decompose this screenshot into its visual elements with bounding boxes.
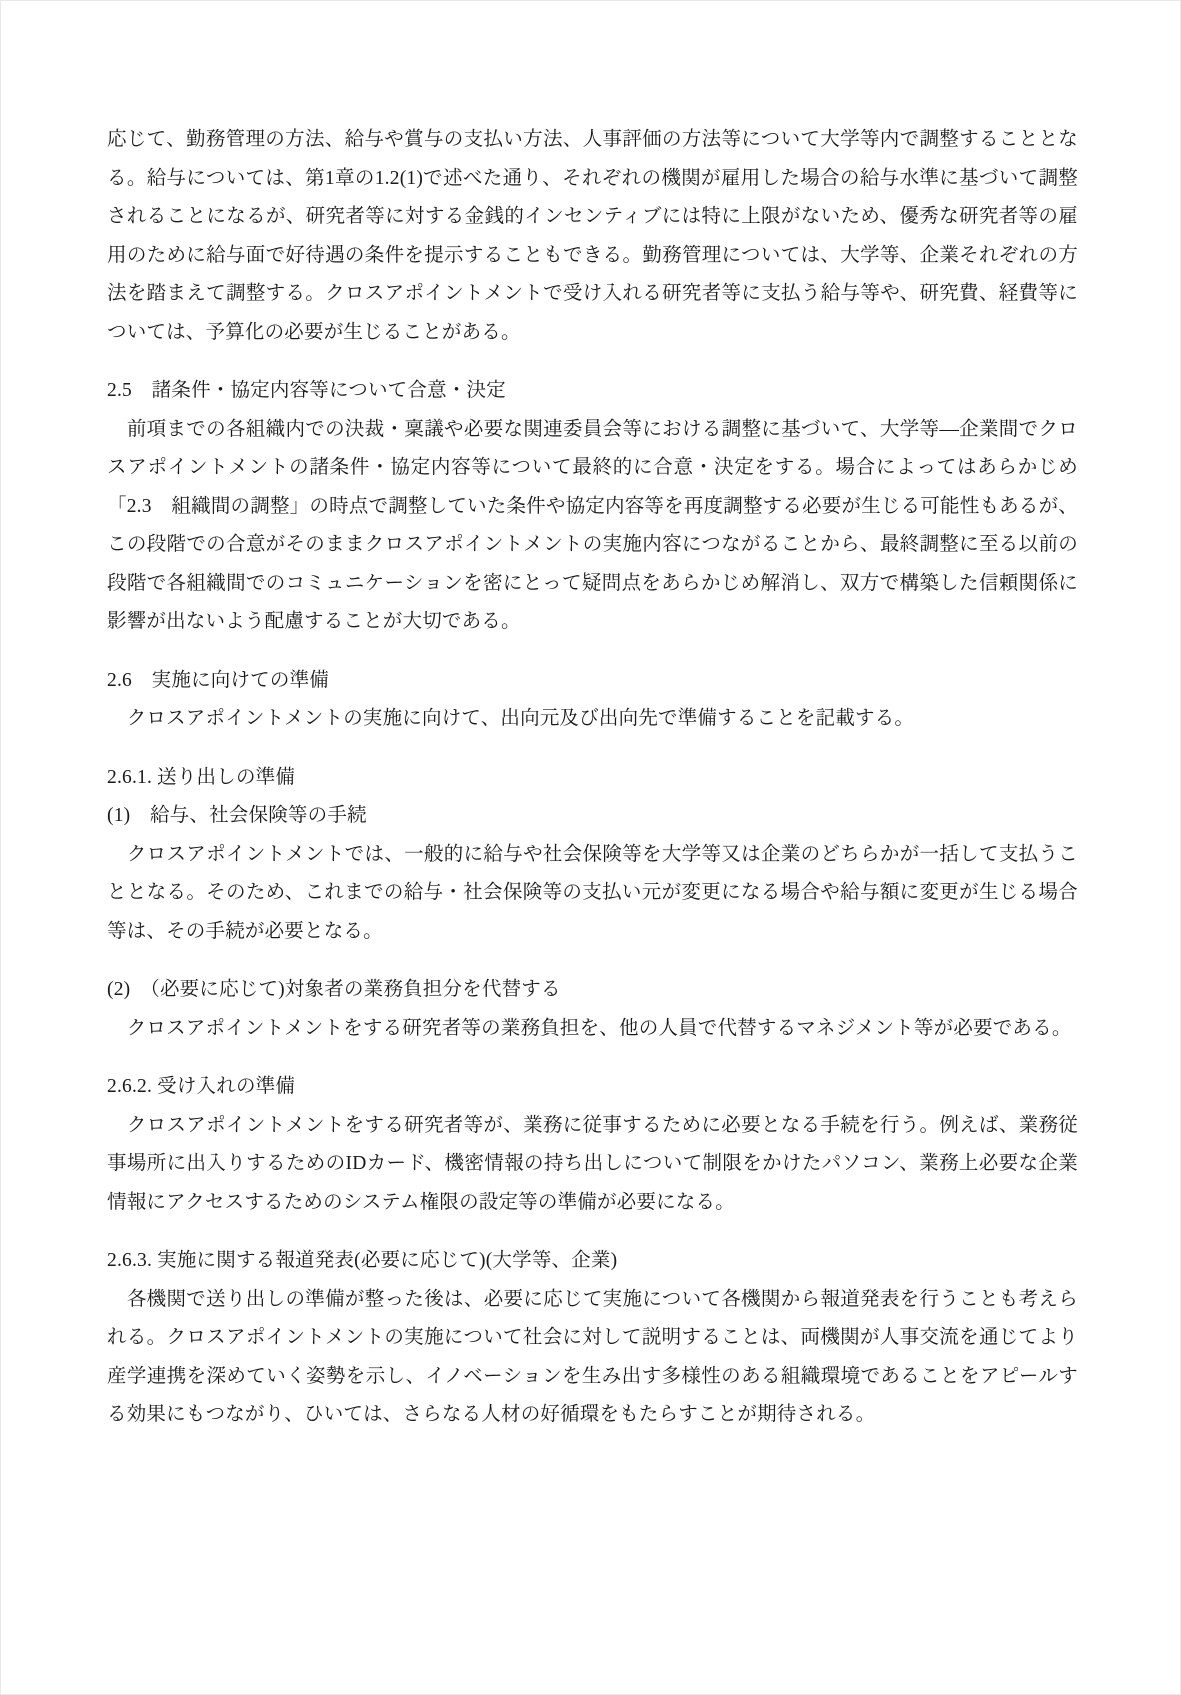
heading-2-6: 2.6 実施に向けての準備 <box>107 669 329 691</box>
paragraph-2-5: 前項までの各組織内での決裁・稟議や必要な関連委員会等における調整に基づいて、大学等―企業間でクロスアポイントメントの諸条件・協定内容等について最終的に合意・決定をする。場合によってはあらかじめ「2.3 組織間の調整」の時点で調整していた条件や協定内容等を再度調整する必要が生じる可能性もあるが、この段階での合意がそのままクロスアポイントメントの実施内容につながることから、最終調整に至る以前の段階で各組織間でのコミュニケーションを密にとって疑問点をあらかじめ解消し、双方で構築した信頼関係に影響が出ないよう配慮することが大切である。 <box>107 418 1078 632</box>
heading-2-6-1: 2.6.1. 送り出しの準備 <box>107 766 296 788</box>
paragraph-2-6: クロスアポイントメントの実施に向けて、出向元及び出向先で準備することを記載する。 <box>107 708 915 729</box>
paragraph-2-6-1-item-2: クロスアポイントメントをする研究者等の業務負担を、他の人員で代替するマネジメント等が必要である。 <box>107 1017 1072 1039</box>
heading-2-5: 2.5 諸条件・協定内容等について合意・決定 <box>107 380 506 401</box>
heading-2-6-1-item-1: (1) 給与、社会保険等の手続 <box>107 805 367 826</box>
heading-2-6-2: 2.6.2. 受け入れの準備 <box>107 1076 296 1097</box>
paragraph-2-6-1-item-1: クロスアポイントメントでは、一般的に給与や社会保険等を大学等又は企業のどちらかが一括して支払うこととなる。そのため、これまでの給与・社会保険等の支払い元が変更になる場合や給与額に変更が生じる場合等は、その手続が必要となる。 <box>107 843 1078 942</box>
heading-2-6-3: 2.6.3. 実施に関する報道発表(必要に応じて)(大学等、企業) <box>107 1250 618 1271</box>
paragraph-2-6-3: 各機関で送り出しの準備が整った後は、必要に応じて実施について各機関から報道発表を行うことも考えられる。クロスアポイントメントの実施について社会に対して説明することは、両機関が人事交流を通じてより産学連携を深めていく姿勢を示し、イノベーションを生み出す多様性のある組織環境であることをアピールする効果にもつながり、ひいては、さらなる人材の好循環をもたらすことが期待される。 <box>107 1288 1078 1425</box>
paragraph-continuation: 応じて、勤務管理の方法、給与や賞与の支払い方法、人事評価の方法等について大学等内で調整することとなる。給与については、第1章の1.2(1)で述べた通り、それぞれの機関が雇用した場合の給与水準に基づいて調整されることになるが、研究者等に対する金銭的インセンティブには特に上限がないため、優秀な研究者等の雇用のために給与面で好待遇の条件を提示することもできる。勤務管理については、大学等、企業それぞれの方法を踏まえて調整する。クロスアポイントメントで受け入れる研究者等に支払う給与等や、研究費、経費等については、予算化の必要が生じることがある。 <box>107 129 1078 343</box>
heading-2-6-1-item-2: (2) （必要に応じて)対象者の業務負担分を代替する <box>107 979 561 1000</box>
paragraph-2-6-2: クロスアポイントメントをする研究者等が、業務に従事するために必要となる手続を行う。例えば、業務従事場所に出入りするためのIDカード、機密情報の持ち出しについて制限をかけたパソコン、業務上必要な企業情報にアクセスするためのシステム権限の設定等の準備が必要になる。 <box>107 1114 1078 1213</box>
